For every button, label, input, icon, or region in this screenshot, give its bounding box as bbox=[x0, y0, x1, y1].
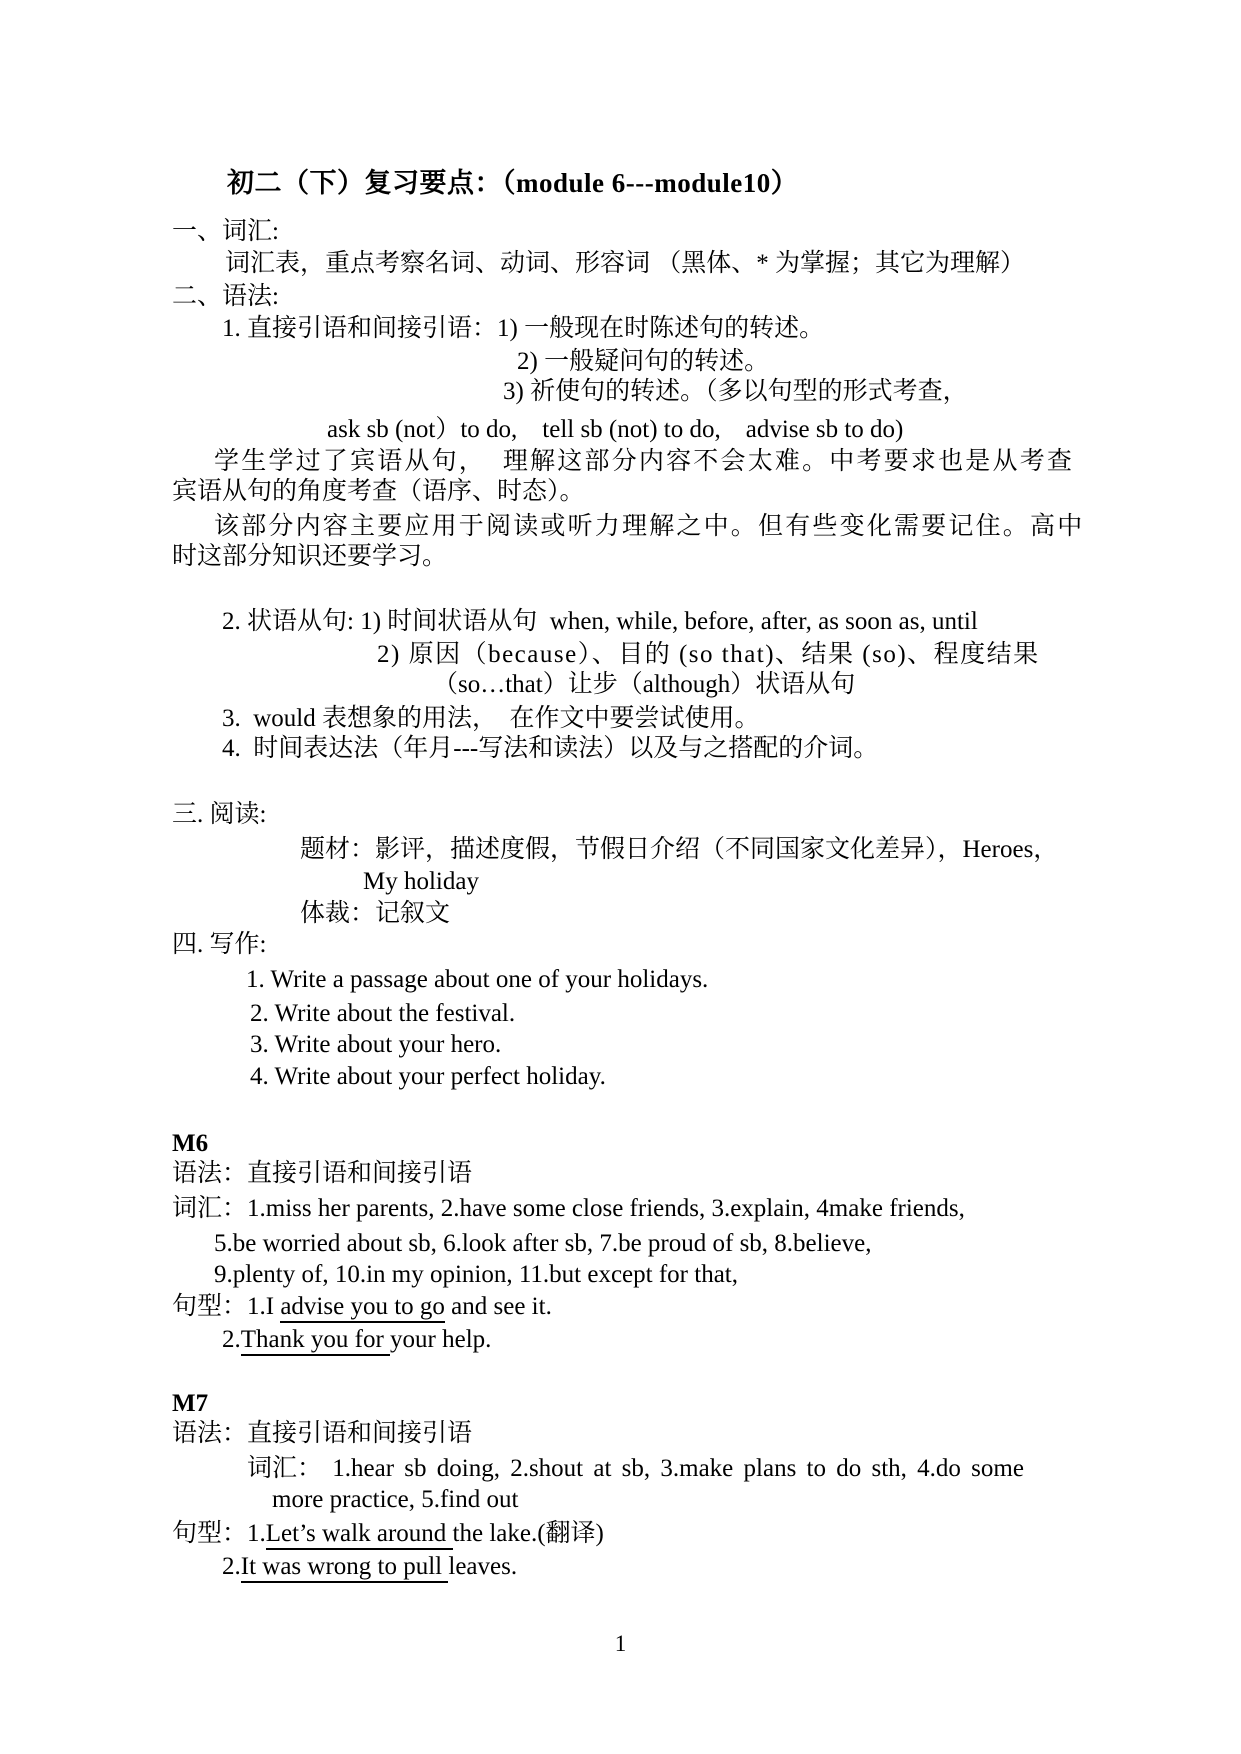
writing-item-2: 2. Write about the festival. bbox=[250, 1000, 516, 1027]
grammar-item1-para2-line2: 时这部分知识还要学习。 bbox=[172, 543, 448, 570]
m7-pattern-2 bbox=[222, 1551, 517, 1582]
heading-m7: M7 bbox=[172, 1390, 209, 1417]
grammar-item2-line1: 2. 状语从句: 1) 时间状语从句 when, while, before, after, as soon as, until bbox=[222, 608, 978, 635]
grammar-item1-para1-line1: 学生学过了宾语从句， 理解这部分内容不会太难。中考要求也是从考查 bbox=[214, 448, 1075, 475]
m6-grammar: 语法：直接引语和间接引语 bbox=[172, 1160, 473, 1187]
m7-pattern2-underlined: It was wrong to pull bbox=[241, 1553, 449, 1583]
m6-vocab-line2: 5.be worried about sb, 6.look after sb, 7.be proud of sb, 8.believe, bbox=[214, 1230, 872, 1257]
m7-pattern2-suffix: leaves. bbox=[448, 1553, 518, 1580]
page-title: 初二（下）复习要点：（module 6---module10） bbox=[227, 168, 799, 198]
m7-pattern1-suffix: the lake.(翻译) bbox=[452, 1520, 604, 1547]
m6-pattern1-suffix: and see it. bbox=[444, 1293, 552, 1320]
writing-item-3: 3. Write about your hero. bbox=[250, 1031, 502, 1058]
m6-vocab-line3: 9.plenty of, 10.in my opinion, 11.but except for that, bbox=[214, 1261, 738, 1288]
reading-topic-line2: My holiday bbox=[363, 868, 479, 895]
m6-vocab-line1: 词汇：1.miss her parents, 2.have some close friends, 3.explain, 4make friends, bbox=[172, 1195, 965, 1222]
m7-vocab-line2: more practice, 5.find out bbox=[272, 1486, 519, 1513]
grammar-item1-para2-line1: 该部分内容主要应用于阅读或听力理解之中。但有些变化需要记住。高中 bbox=[214, 513, 1085, 540]
reading-topic-line1: 题材：影评，描述度假，节假日介绍（不同国家文化差异），Heroes， bbox=[300, 836, 1059, 863]
m7-pattern-1 bbox=[172, 1518, 604, 1549]
heading-m6: M6 bbox=[172, 1130, 209, 1157]
heading-reading: 三. 阅读: bbox=[172, 801, 267, 828]
m6-pattern-2 bbox=[222, 1324, 491, 1355]
m7-pattern1-prefix: 句型：1. bbox=[172, 1520, 266, 1547]
grammar-item4: 4. 时间表达法（年月---写法和读法）以及与之搭配的介词。 bbox=[222, 735, 879, 762]
m7-pattern1-underlined: Let’s walk around bbox=[266, 1520, 453, 1550]
writing-item-4: 4. Write about your perfect holiday. bbox=[250, 1063, 606, 1090]
vocab-detail: 词汇表，重点考察名词、动词、形容词 （黑体、* 为掌握；其它为理解） bbox=[225, 250, 1026, 277]
m6-pattern1-prefix: 句型：1.I bbox=[172, 1293, 281, 1320]
heading-grammar: 二、语法: bbox=[172, 283, 279, 310]
m7-grammar: 语法：直接引语和间接引语 bbox=[172, 1420, 473, 1447]
reading-genre: 体裁：记叙文 bbox=[300, 900, 451, 927]
writing-item-1: 1. Write a passage about one of your holidays. bbox=[246, 966, 709, 993]
grammar-item1-para1-line2: 宾语从句的角度考查（语序、时态）。 bbox=[172, 478, 585, 505]
m6-pattern2-prefix: 2. bbox=[222, 1326, 241, 1353]
m6-pattern2-suffix: your help. bbox=[390, 1326, 492, 1353]
grammar-item1-line2: 2) 一般疑问句的转述。 bbox=[517, 348, 770, 375]
grammar-item2-line3: （so…that）让步（although）状语从句 bbox=[433, 671, 856, 698]
m7-pattern2-prefix: 2. bbox=[222, 1553, 241, 1580]
grammar-item1-line4: ask sb (not）to do, tell sb (not) to do, advise sb to do) bbox=[327, 416, 904, 443]
grammar-item1-line1: 1. 直接引语和间接引语：1) 一般现在时陈述句的转述。 bbox=[222, 315, 825, 342]
m6-pattern2-underlined: Thank you for bbox=[241, 1326, 390, 1356]
grammar-item3: 3. would 表想象的用法， 在作文中要尝试使用。 bbox=[222, 705, 760, 732]
page-number: 1 bbox=[614, 1631, 627, 1656]
m6-pattern-1 bbox=[172, 1291, 552, 1322]
heading-writing: 四. 写作: bbox=[172, 931, 267, 958]
grammar-item1-line3: 3) 祈使句的转述。（多以句型的形式考查， bbox=[503, 378, 968, 405]
grammar-item2-line2: 2) 原因（because）、目的 (so that)、结果 (so)、程度结果 bbox=[377, 641, 1040, 668]
m7-vocab-line1: 词汇： 1.hear sb doing, 2.shout at sb, 3.make plans to do sth, 4.do some bbox=[247, 1455, 1024, 1482]
heading-vocab: 一、词汇: bbox=[172, 218, 279, 245]
m6-pattern1-underlined: advise you to go bbox=[280, 1293, 445, 1323]
